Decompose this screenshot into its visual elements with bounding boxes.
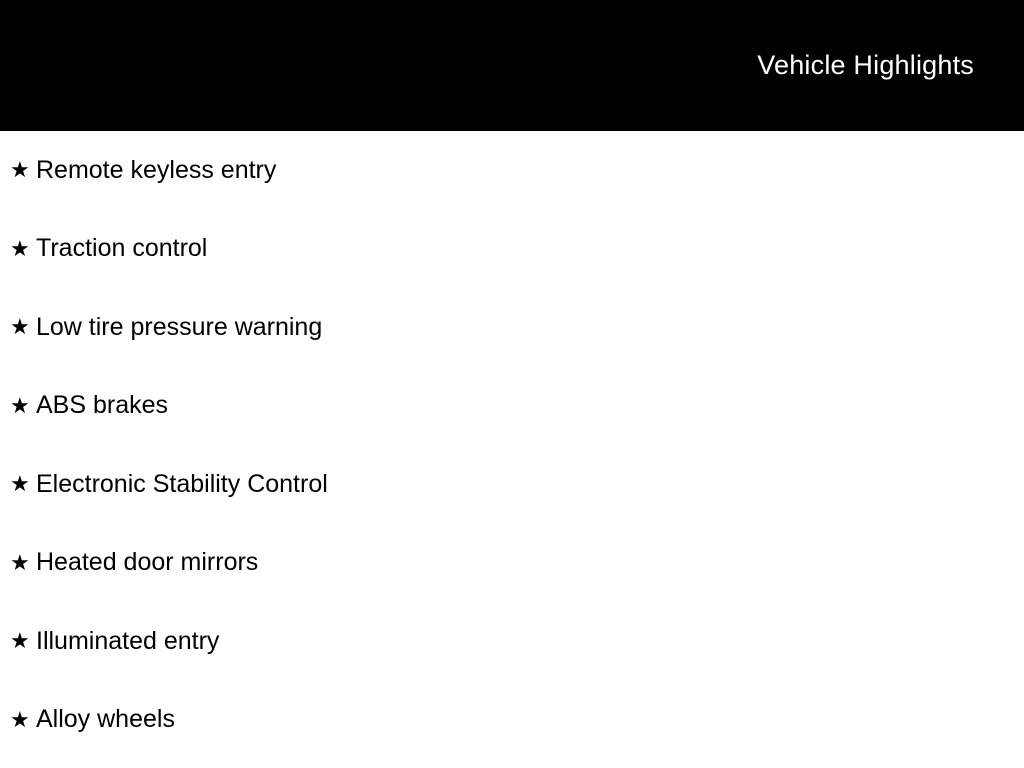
list-item-label: Heated door mirrors xyxy=(36,548,259,577)
list-item xyxy=(0,367,1024,446)
list-item xyxy=(0,288,1024,367)
list-item-label: Electronic Stability Control xyxy=(36,469,328,498)
star-icon: ★ xyxy=(10,392,30,418)
list-item xyxy=(0,681,1024,760)
star-icon: ★ xyxy=(10,235,30,261)
page-title: Vehicle Highlights xyxy=(757,50,974,80)
list-item-label: Illuminated entry xyxy=(36,626,220,655)
list-item xyxy=(0,445,1024,524)
vehicle-highlights-list xyxy=(0,131,1024,759)
list-item-label: ABS brakes xyxy=(36,391,169,420)
star-icon: ★ xyxy=(10,471,30,497)
star-icon: ★ xyxy=(10,314,30,340)
list-item-label: Remote keyless entry xyxy=(36,155,277,184)
star-icon: ★ xyxy=(10,706,30,732)
list-item xyxy=(0,602,1024,681)
list-item-label: Traction control xyxy=(36,234,208,263)
list-item-label: Low tire pressure warning xyxy=(36,312,323,341)
list-item xyxy=(0,131,1024,210)
list-item xyxy=(0,524,1024,603)
star-icon: ★ xyxy=(10,157,30,183)
header-bar xyxy=(0,0,1024,131)
list-item xyxy=(0,210,1024,289)
list-item-label: Alloy wheels xyxy=(36,705,175,734)
star-icon: ★ xyxy=(10,628,30,654)
star-icon: ★ xyxy=(10,549,30,575)
